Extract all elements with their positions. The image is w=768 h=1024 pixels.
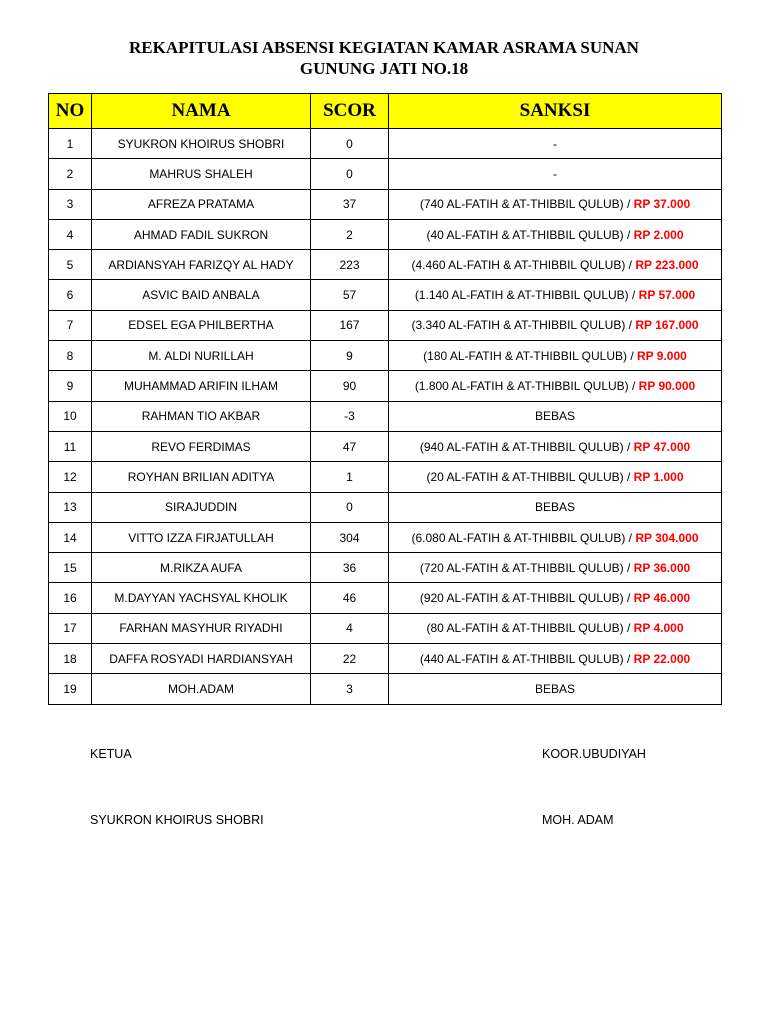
cell-nama: M.DAYYAN YACHSYAL KHOLIK [92,583,311,613]
sanksi-fine-amount: RP 90.000 [638,379,696,394]
table-row [49,280,722,310]
table-row [49,553,722,583]
cell-sanksi [389,522,722,552]
cell-scor: 3 [311,674,389,704]
table-row [49,583,722,613]
cell-no: 11 [49,431,92,461]
cell-sanksi [389,583,722,613]
sanksi-fine-amount: RP 4.000 [633,621,684,636]
cell-sanksi [389,462,722,492]
cell-sanksi [389,280,722,310]
sanksi-text: (920 AL-FATIH & AT-THIBBIL QULUB) / [419,591,634,606]
sanksi-text: BEBAS [534,681,576,696]
cell-no: 18 [49,644,92,674]
cell-sanksi [389,644,722,674]
cell-nama: SIRAJUDDIN [92,492,311,522]
cell-scor: 47 [311,431,389,461]
cell-sanksi [389,159,722,189]
header-scor: SCOR [311,94,389,129]
attendance-table [48,93,722,705]
cell-sanksi [389,492,722,522]
document-title [0,37,768,79]
cell-nama: AFREZA PRATAMA [92,189,311,219]
table-row [49,341,722,371]
cell-scor: 9 [311,341,389,371]
signature-right-role: KOOR.UBUDIYAH [542,747,646,761]
table-header-row [49,94,722,129]
cell-nama: ROYHAN BRILIAN ADITYA [92,462,311,492]
sanksi-fine-amount: RP 2.000 [633,227,684,242]
cell-no: 2 [49,159,92,189]
cell-nama: FARHAN MASYHUR RIYADHI [92,613,311,643]
cell-no: 19 [49,674,92,704]
signature-left-role: KETUA [90,747,132,761]
sanksi-fine-amount: RP 37.000 [633,197,691,212]
cell-sanksi [389,310,722,340]
cell-nama: ASVIC BAID ANBALA [92,280,311,310]
sanksi-text: (20 AL-FATIH & AT-THIBBIL QULUB) / [426,469,634,484]
table-row [49,250,722,280]
cell-sanksi [389,674,722,704]
sanksi-fine-amount: RP 9.000 [637,348,687,363]
cell-scor: 167 [311,310,389,340]
cell-no: 17 [49,613,92,643]
sanksi-text: (1.140 AL-FATIH & AT-THIBBIL QULUB) / [414,288,639,303]
cell-nama: M. ALDI NURILLAH [92,341,311,371]
cell-nama: ARDIANSYAH FARIZQY AL HADY [92,250,311,280]
sanksi-fine-amount: RP 223.000 [635,257,699,272]
cell-nama: EDSEL EGA PHILBERTHA [92,310,311,340]
cell-nama: MAHRUS SHALEH [92,159,311,189]
sanksi-text: - [553,166,557,181]
cell-no: 14 [49,522,92,552]
header-no: NO [49,94,92,129]
table-row [49,189,722,219]
cell-scor: 4 [311,613,389,643]
cell-nama: AHMAD FADIL SUKRON [92,219,311,249]
sanksi-text: (440 AL-FATIH & AT-THIBBIL QULUB) / [419,651,634,666]
cell-scor: 46 [311,583,389,613]
cell-scor: 90 [311,371,389,401]
table-row [49,159,722,189]
cell-no: 5 [49,250,92,280]
table-row [49,310,722,340]
cell-sanksi [389,371,722,401]
table-row [49,219,722,249]
sanksi-fine-amount: RP 1.000 [633,469,684,484]
sanksi-text: - [553,136,557,151]
cell-scor: -3 [311,401,389,431]
cell-nama: RAHMAN TIO AKBAR [92,401,311,431]
table-row [49,613,722,643]
cell-nama: REVO FERDIMAS [92,431,311,461]
cell-scor: 0 [311,129,389,159]
cell-no: 7 [49,310,92,340]
cell-no: 1 [49,129,92,159]
sanksi-text: BEBAS [534,409,576,424]
title-line-2: GUNUNG JATI NO.18 [299,59,469,78]
sanksi-text: (180 AL-FATIH & AT-THIBBIL QULUB) / [423,348,637,363]
sanksi-text: BEBAS [534,500,576,515]
cell-no: 10 [49,401,92,431]
sanksi-text: (3.340 AL-FATIH & AT-THIBBIL QULUB) / [411,318,636,333]
cell-no: 13 [49,492,92,522]
header-sanksi: SANKSI [389,94,722,129]
sanksi-text: (940 AL-FATIH & AT-THIBBIL QULUB) / [419,439,634,454]
cell-no: 6 [49,280,92,310]
cell-scor: 2 [311,219,389,249]
title-line-1: REKAPITULASI ABSENSI KEGIATAN KAMAR ASRAMA SUNAN [129,38,639,57]
cell-no: 9 [49,371,92,401]
table-row [49,401,722,431]
cell-scor: 0 [311,159,389,189]
cell-sanksi [389,250,722,280]
cell-scor: 304 [311,522,389,552]
sanksi-fine-amount: RP 57.000 [638,288,696,303]
table-row [49,522,722,552]
cell-no: 15 [49,553,92,583]
cell-sanksi [389,613,722,643]
cell-scor: 37 [311,189,389,219]
cell-no: 8 [49,341,92,371]
table-row [49,129,722,159]
sanksi-fine-amount: RP 167.000 [635,318,699,333]
sanksi-fine-amount: RP 46.000 [633,591,691,606]
cell-no: 12 [49,462,92,492]
table-row [49,674,722,704]
cell-no: 16 [49,583,92,613]
cell-sanksi [389,553,722,583]
cell-scor: 0 [311,492,389,522]
table-row [49,371,722,401]
cell-sanksi [389,129,722,159]
sanksi-text: (80 AL-FATIH & AT-THIBBIL QULUB) / [426,621,634,636]
cell-scor: 223 [311,250,389,280]
sanksi-text: (1.800 AL-FATIH & AT-THIBBIL QULUB) / [414,379,639,394]
cell-nama: M.RIKZA AUFA [92,553,311,583]
header-nama: NAMA [92,94,311,129]
sanksi-text: (720 AL-FATIH & AT-THIBBIL QULUB) / [419,560,634,575]
sanksi-text: (4.460 AL-FATIH & AT-THIBBIL QULUB) / [411,257,636,272]
sanksi-fine-amount: RP 304.000 [635,530,699,545]
cell-nama: MOH.ADAM [92,674,311,704]
cell-sanksi [389,401,722,431]
signature-left-name: SYUKRON KHOIRUS SHOBRI [90,813,264,827]
signature-right-name: MOH. ADAM [542,813,614,827]
cell-scor: 1 [311,462,389,492]
table-row [49,492,722,522]
cell-nama: VITTO IZZA FIRJATULLAH [92,522,311,552]
cell-nama: SYUKRON KHOIRUS SHOBRI [92,129,311,159]
cell-sanksi [389,341,722,371]
cell-nama: MUHAMMAD ARIFIN ILHAM [92,371,311,401]
cell-scor: 57 [311,280,389,310]
cell-nama: DAFFA ROSYADI HARDIANSYAH [92,644,311,674]
table-row [49,431,722,461]
sanksi-text: (6.080 AL-FATIH & AT-THIBBIL QULUB) / [411,530,636,545]
sanksi-fine-amount: RP 36.000 [633,560,691,575]
cell-sanksi [389,219,722,249]
sanksi-text: (40 AL-FATIH & AT-THIBBIL QULUB) / [426,227,634,242]
sanksi-fine-amount: RP 47.000 [633,439,691,454]
cell-scor: 36 [311,553,389,583]
cell-sanksi [389,189,722,219]
table-row [49,462,722,492]
cell-sanksi [389,431,722,461]
table-row [49,644,722,674]
cell-no: 3 [49,189,92,219]
cell-scor: 22 [311,644,389,674]
sanksi-text: (740 AL-FATIH & AT-THIBBIL QULUB) / [419,197,634,212]
cell-no: 4 [49,219,92,249]
sanksi-fine-amount: RP 22.000 [633,651,691,666]
